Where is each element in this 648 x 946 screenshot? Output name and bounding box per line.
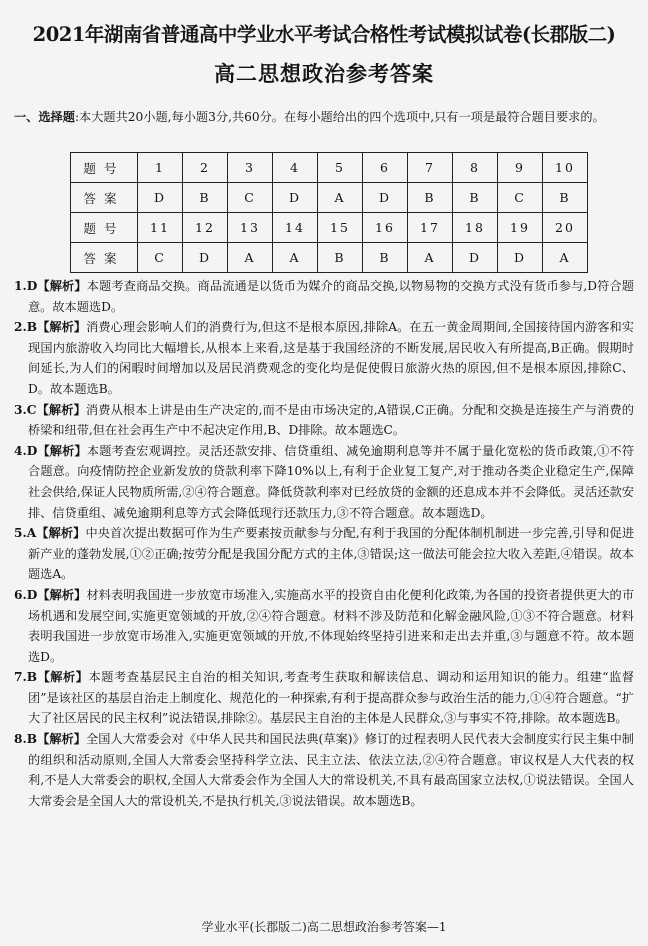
question-number-cell: 12 <box>183 213 228 243</box>
explanation-tag: 【解析】 <box>37 732 87 747</box>
explanation-prefix: 1.D <box>14 279 38 293</box>
question-number-cell: 17 <box>408 213 453 243</box>
answer-table-row <box>71 243 588 273</box>
question-number-cell: 5 <box>318 153 363 183</box>
answer-cell: C <box>138 243 183 273</box>
answer-cell: D <box>183 243 228 273</box>
explanation-tag: 【解析】 <box>37 279 87 293</box>
answer-cell: D <box>273 183 318 213</box>
answer-cell: A <box>273 243 318 273</box>
question-number-cell: 20 <box>543 213 588 243</box>
question-number-cell: 14 <box>273 213 318 243</box>
question-number-cell: 9 <box>498 153 543 183</box>
explanation-item <box>14 667 634 729</box>
explanation-item <box>14 317 634 399</box>
explanation-item <box>14 276 634 317</box>
answer-cell: B <box>543 183 588 213</box>
answer-cell: C <box>498 183 543 213</box>
answer-cell: D <box>453 243 498 273</box>
question-number-cell: 4 <box>273 153 318 183</box>
question-number-cell: 16 <box>363 213 408 243</box>
question-number-cell: 2 <box>183 153 228 183</box>
question-number-cell: 19 <box>498 213 543 243</box>
question-number-cell: 15 <box>318 213 363 243</box>
answer-cell: A <box>318 183 363 213</box>
exam-title: 2021年湖南省普通高中学业水平考试合格性考试模拟试卷(长郡版二) <box>32 23 616 46</box>
question-number-cell: 18 <box>453 213 498 243</box>
answer-table-row <box>71 183 588 213</box>
explanation-text: 材料表明我国进一步放宽市场准入,实施高水平的投资自由化便利化政策,为各国的投资者提供更大的市场机遇和发展空间,实施更宽领域的开放,②④符合题意。材料不涉及防范和化解金融风险,①③不符合题意。材料表明我国进一步放宽市场准入,实施更宽领域的开放,不体现始终坚持引进来和走出去并重,③与题意不符。故本题选D。 <box>28 587 635 664</box>
answer-table <box>70 152 588 273</box>
explanation-prefix: 3.C <box>14 402 37 417</box>
explanation-item <box>14 729 634 811</box>
explanation-item <box>14 523 634 585</box>
explanation-tag: 【解析】 <box>37 670 89 685</box>
explanation-prefix: 2.B <box>14 320 38 335</box>
explanation-prefix: 4.D <box>14 443 38 458</box>
question-number-cell: 11 <box>138 213 183 243</box>
question-number-cell: 8 <box>453 153 498 183</box>
question-number-cell: 1 <box>138 153 183 183</box>
explanation-text: 消费从根本上讲是由生产决定的,而不是由市场决定的,A错误,C正确。分配和交换是连接生产与消费的桥梁和纽带,但在社会再生产中不起决定作用,B、D排除。故本题选C。 <box>28 402 634 438</box>
row-label: 答案 <box>71 243 138 273</box>
section-instructions-text: :本大题共20小题,每小题3分,共60分。在每小题给出的四个选项中,只有一项是最符合题目要求的。 <box>74 110 605 124</box>
answer-cell: B <box>408 183 453 213</box>
answer-table-row <box>71 153 588 183</box>
question-number-cell: 10 <box>543 153 588 183</box>
answer-cell: C <box>228 183 273 213</box>
row-label: 题号 <box>71 153 138 183</box>
explanation-item <box>14 585 634 667</box>
answer-cell: A <box>408 243 453 273</box>
explanation-prefix: 8.B <box>14 732 38 747</box>
explanation-tag: 【解析】 <box>36 402 86 417</box>
question-number-cell: 6 <box>363 153 408 183</box>
page-footer: 学业水平(长郡版二)高二思想政治参考答案—1 <box>201 920 447 934</box>
explanation-item <box>14 400 634 441</box>
explanation-prefix: 7.B <box>14 670 38 685</box>
answer-cell: B <box>183 183 228 213</box>
answer-cell: D <box>363 183 408 213</box>
explanation-prefix: 6.D <box>14 587 38 602</box>
explanation-text: 本题考查宏观调控。灵活还款安排、信贷重组、减免逾期利息等并不属于量化宽松的货币政策,①不符合题意。向疫情防控企业新发放的贷款利率下降10%以上,有利于企业复工复产,对于推动各类企业稳定生产,保障社会供给,保证人民物质所需,②④符合题意。降低贷款利率对已经放贷的金额的还息成本并不会降低。灵活还款安排、信贷重组、减免逾期利息等方式会降低现行还款压力,③不符合题意。故本题选D。 <box>28 443 635 520</box>
explanation-text: 消费心理会影响人们的消费行为,但这不是根本原因,排除A。在五一黄金周期间,全国接待国内游客和实现国内旅游收入均同比大幅增长,从根本上来看,这是基于我国经济的不断发展,居民收入有所提高,B正确。假期时间延长,为人们的闲暇时间增加以及居民消费观念的变化均是促使假日旅游火热的原因,但不是根本原因,排除C、D。故本题选B。 <box>28 320 634 396</box>
answer-cell: A <box>228 243 273 273</box>
answer-cell: D <box>498 243 543 273</box>
question-number-cell: 3 <box>228 153 273 183</box>
explanation-text: 本题考查商品交换。商品流通是以货币为媒介的商品交换,以物易物的交换方式没有货币参与,D符合题意。故本题选D。 <box>28 279 634 314</box>
explanation-tag: 【解析】 <box>37 443 87 458</box>
explanation-text: 全国人大常委会对《中华人民共和国民法典(草案)》修订的过程表明人民代表大会制度实行民主集中制的组织和活动原则,全国人大常委会坚持科学立法、民主立法、依法立法,②④符合题意。审议权是人大代表的权利,不是人大常委会的职权,全国人大常委会作为全国人大的常设机关,不具有最高国家立法权,①说法错误。全国人大常委会是全国人大的常设机关,不是执行机关,③说法错误。故本题选B。 <box>28 732 634 808</box>
answer-table-row <box>71 213 588 243</box>
explanation-tag: 【解析】 <box>37 320 87 335</box>
explanation-tag: 【解析】 <box>36 526 86 541</box>
explanation-text: 本题考查基层民主自治的相关知识,考查考生获取和解读信息、调动和运用知识的能力。组建“监督团”是该社区的基层自治走上制度化、规范化的一种探索,有利于提高群众参与政治生活的能力,①④符合题意。“扩大了社区居民的民主权利”说法错误,排除②。基层民主自治的主体是人民群众,③与事实不符,排除。故本题选B。 <box>28 670 634 726</box>
row-label: 题号 <box>71 213 138 243</box>
explanation-tag: 【解析】 <box>37 587 87 602</box>
explanation-list <box>14 276 634 811</box>
row-label: 答案 <box>71 183 138 213</box>
explanation-item <box>14 441 634 523</box>
question-number-cell: 7 <box>408 153 453 183</box>
explanation-text: 中央首次提出数据可作为生产要素按贡献参与分配,有利于我国的分配体制机制进一步完善,引导和促进新产业的蓬勃发展,①②正确;按劳分配是我国分配方式的主体,③错误;这一做法可能会拉大收入差距,④错误。故本题选A。 <box>28 526 635 582</box>
explanation-prefix: 5.A <box>14 526 37 541</box>
answer-key-title: 高二思想政治参考答案 <box>214 61 434 86</box>
answer-cell: B <box>318 243 363 273</box>
answer-cell: A <box>543 243 588 273</box>
section-instructions <box>14 108 634 127</box>
question-number-cell: 13 <box>228 213 273 243</box>
answer-cell: B <box>363 243 408 273</box>
answer-cell: D <box>138 183 183 213</box>
section-heading: 一、选择题 <box>14 110 75 124</box>
answer-cell: B <box>453 183 498 213</box>
